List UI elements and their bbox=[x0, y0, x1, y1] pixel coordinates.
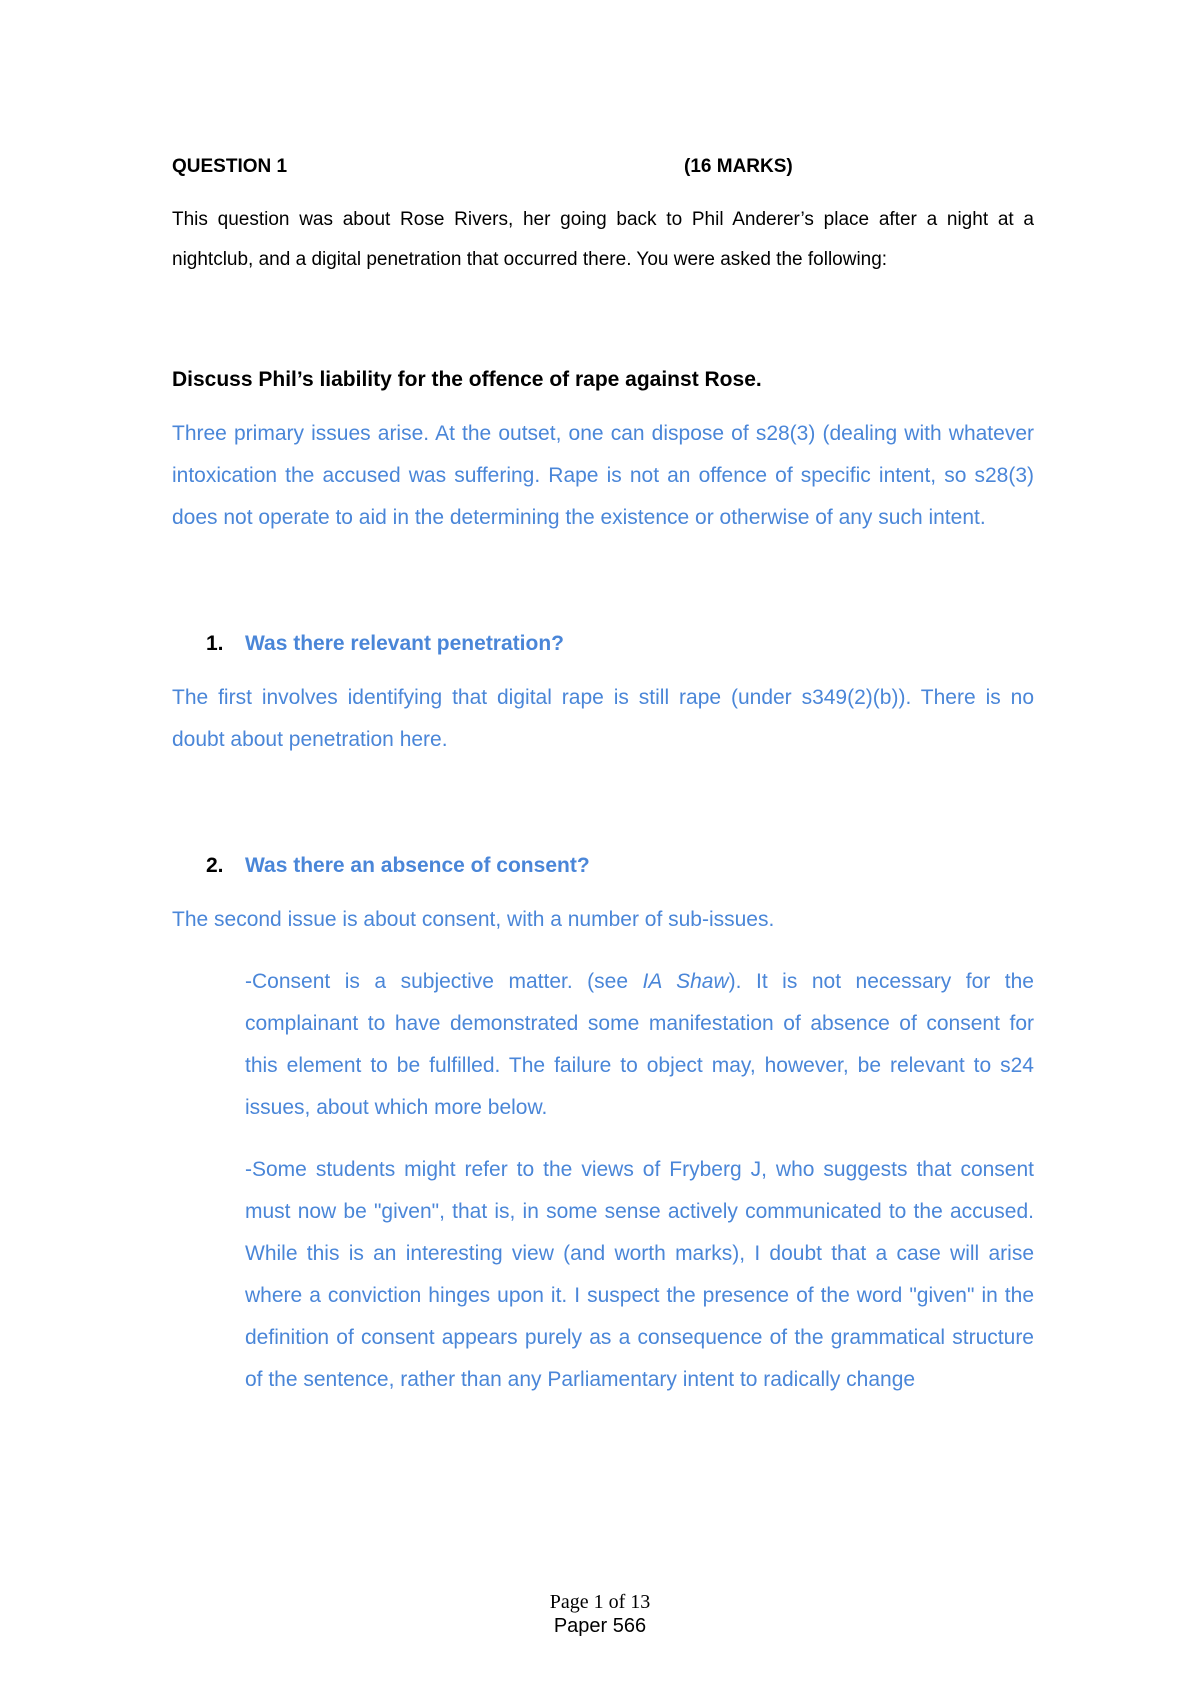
issue-1-number: 1. bbox=[206, 632, 224, 655]
issue-2-title: Was there an absence of consent? bbox=[245, 854, 590, 877]
issue-1-text: The first involves identifying that digital rape is still rape (under s349(2)(b)). There is no doubt about penetration here. bbox=[172, 686, 1034, 751]
issue-2-text: The second issue is about consent, with a number of sub-issues. bbox=[172, 908, 775, 931]
issue-1-heading bbox=[206, 629, 1034, 659]
page-number: Page 1 of 13 bbox=[549, 1591, 651, 1613]
issue-1-title: Was there relevant penetration? bbox=[245, 632, 564, 655]
case-name: IA Shaw bbox=[642, 970, 729, 993]
question-title: QUESTION 1 bbox=[172, 156, 288, 177]
question-task: Discuss Phil’s liability for the offence of rape against Rose. bbox=[172, 368, 762, 391]
question-header bbox=[172, 154, 1034, 180]
paper-number: Paper 566 bbox=[553, 1615, 647, 1637]
answer-opening: Three primary issues arise. At the outset, one can dispose of s28(3) (dealing with whatever intoxication the accused was suffering. Rape is not an offence of specific intent, so s28(3) does not operate to aid in the determining the existence or otherwise of any such intent. bbox=[172, 422, 1034, 529]
page-content bbox=[172, 154, 1034, 1401]
issue-2-point-1 bbox=[245, 961, 1034, 1129]
issue-2-point-2: -Some students might refer to the views of Fryberg J, who suggests that consent must now be "given", that is, in some sense actively communicated to the accused. While this is an interesting view (and worth marks), I doubt that a case will arise where a conviction hinges upon it. I suspect the presence of the word "given" in the definition of consent appears purely as a consequence of the grammatical structure of the sentence, rather than any Parliamentary intent to radically change bbox=[245, 1158, 1034, 1391]
issue-2-heading bbox=[206, 851, 1034, 881]
point-1-start: -Consent is a subjective matter. (see bbox=[245, 970, 643, 993]
issue-2-number: 2. bbox=[206, 854, 224, 877]
question-marks: (16 MARKS) bbox=[684, 156, 793, 177]
question-intro: This question was about Rose Rivers, her going back to Phil Anderer’s place after a night at a nightclub, and a digital penetration that occurred there. You were asked the following: bbox=[172, 209, 1034, 270]
point-1-rest: ). It is not necessary for the complainant to have demonstrated some manifestation of absence of consent for this element to be fulfilled. The failure to object may, however, be relevant to s24 issues, about which more below. bbox=[245, 970, 1034, 1119]
